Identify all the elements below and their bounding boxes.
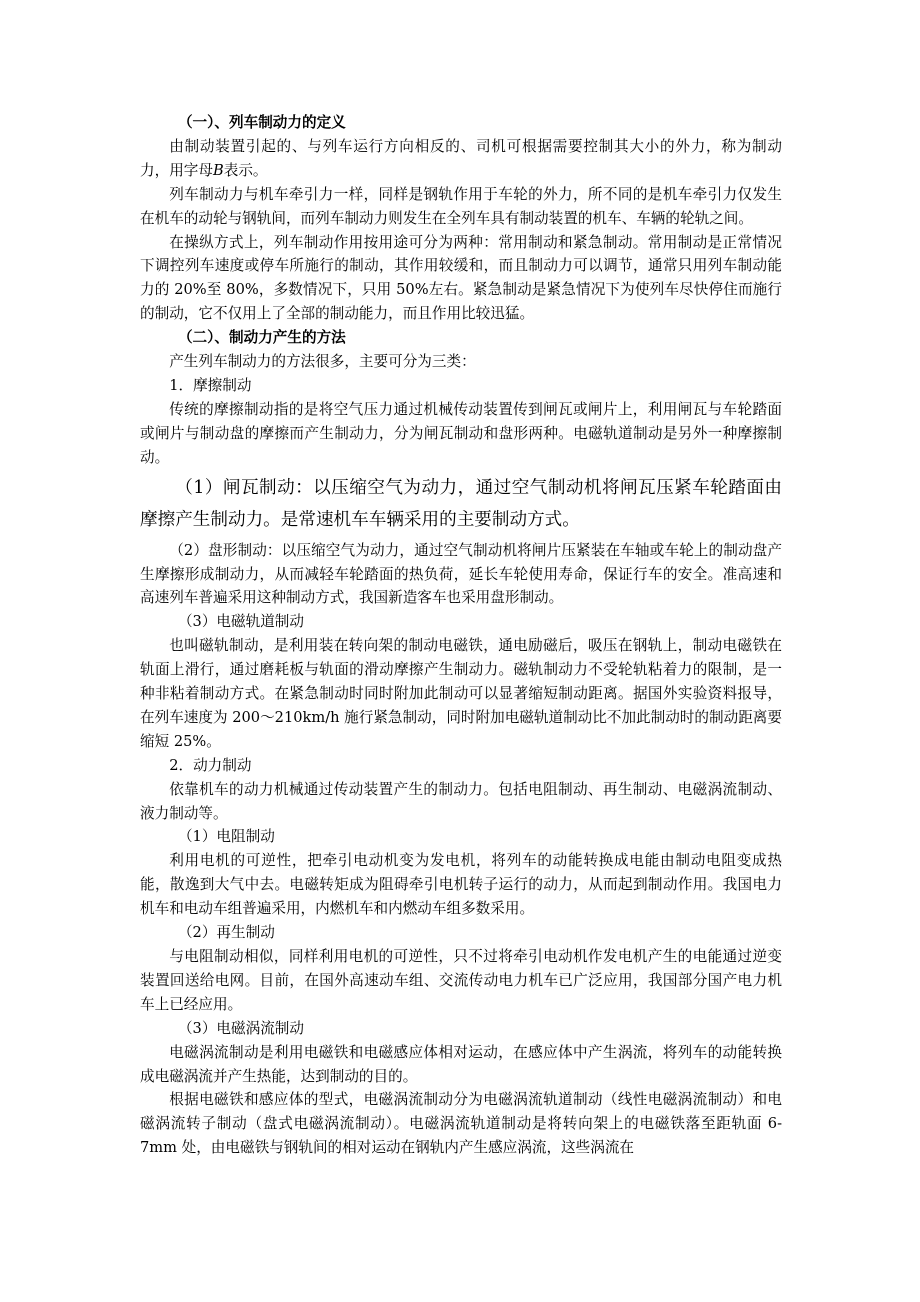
paragraph-friction-desc: 传统的摩擦制动指的是将空气压力通过机械传动装置传到闸瓦或闸片上，利用闸瓦与车轮踏面或闸片与制动盘的摩擦而产生制动力，分为闸瓦制动和盘形两种。电磁轨道制动是另外一种摩擦制动。: [140, 400, 782, 466]
paragraph-resistance-braking: 利用电机的可逆性，把牵引电动机变为发电机，将列车的动能转换成电能由制动电阻变成热能，散逸到大气中去。电磁转矩成为阻碍牵引电机转子运行的动力，从而起到制动作用。我国电力机车和电动车组普遍采用，内燃机车和内燃动车组多数采用。: [140, 852, 782, 918]
paragraph-eddy-types: 根据电磁铁和感应体的型式，电磁涡流制动分为电磁涡流轨道制动（线性电磁涡流制动）和电磁涡流转子制动（盘式电磁涡流制动）。电磁涡流轨道制动是将转向架上的电磁铁落至距轨面 6-7mm 处，由电磁铁与钢轨间的相对运动在钢轨内产生感应涡流，这些涡流在: [140, 1091, 782, 1157]
paragraph-disc-braking: （2）盘形制动：以压缩空气为动力，通过空气制动机将闸片压紧装在车轴或车轮上的制动盘产生摩擦形成制动力，从而减轻车轮踏面的热负荷，延长车轮使用寿命，保证行车的安全。准高速和高速列车普遍采用这种制动方式，我国新造客车也采用盘形制动。: [140, 541, 782, 607]
symbol-b: B: [212, 161, 224, 179]
paragraph-dynamic-desc: 依靠机车的动力机械通过传动装置产生的制动力。包括电阻制动、再生制动、电磁涡流制动、液力制动等。: [140, 780, 782, 822]
section-heading-methods: （二）、制动力产生的方法: [177, 329, 346, 347]
definition-text-a: 由制动装置引起的、与列车运行方向相反的、司机可根据需要控制其大小的外力，称为制动力，用字母: [140, 137, 782, 179]
heading-resistance-braking: （1）电阻制动: [177, 828, 275, 846]
paragraph-shoe-braking: （1）闸瓦制动：以压缩空气为动力，通过空气制动机将闸瓦压紧车轮踏面由摩擦产生制动力。是常速机车车辆采用的主要制动方式。: [140, 477, 782, 530]
paragraph-operation-modes: 在操纵方式上，列车制动作用按用途可分为两种：常用制动和紧急制动。常用制动是正常情况下调控列车速度或停车所施行的制动，其作用较缓和，而且制动力可以调节，通常只用列车制动能力的 20%至 80%，多数情况下，只用 50%左右。紧急制动是紧急情况下为使列车尽快停住而施行的制动，它不仅用上了全部的制动能力，而且作用比较迅猛。: [140, 233, 782, 323]
heading-track-braking: （3）电磁轨道制动: [177, 613, 304, 631]
document-body: [140, 111, 782, 1160]
heading-regenerative-braking: （2）再生制动: [177, 924, 275, 942]
paragraph-methods-intro: 产生列车制动力的方法很多，主要可分为三类：: [169, 353, 476, 371]
heading-dynamic-braking: 2．动力制动: [169, 756, 252, 774]
heading-friction-braking: 1．摩擦制动: [169, 376, 252, 394]
paragraph-eddy-braking: 电磁涡流制动是利用电磁铁和电磁感应体相对运动，在感应体中产生涡流，将列车的动能转换成电磁涡流并产生热能，达到制动的目的。: [140, 1043, 782, 1085]
definition-text-b: 表示。: [223, 161, 268, 179]
paragraph-regenerative-braking: 与电阻制动相似，同样利用电机的可逆性，只不过将牵引电动机作发电机产生的电能通过逆变装置回送给电网。目前，在国外高速动车组、交流传动电力机车已广泛应用，我国部分国产电力机车上已经应用。: [140, 948, 782, 1013]
heading-eddy-braking: （3）电磁涡流制动: [177, 1019, 304, 1037]
section-heading-definition: （一）、列车制动力的定义: [177, 114, 346, 131]
paragraph-track-braking: 也叫磁轨制动，是利用装在转向架的制动电磁铁，通电励磁后，吸压在钢轨上，制动电磁铁在轨面上滑行，通过磨耗板与轨面的滑动摩擦产生制动力。磁轨制动力不受轮轨粘着力的限制，是一种非粘着制动方式。在紧急制动时同时附加此制动可以显著缩短制动距离。据国外实验资料报导，在列车速度为 200～210km/h 施行紧急制动，同时附加电磁轨道制动比不加此制动时的制动距离要缩短 25%。: [140, 637, 782, 750]
paragraph-comparison: 列车制动力与机车牵引力一样，同样是钢轨作用于车轮的外力，所不同的是机车牵引力仅发生在机车的动轮与钢轨间，而列车制动力则发生在全列车具有制动装置的机车、车辆的轮轨之间。: [140, 185, 782, 227]
paragraph-definition: [140, 135, 782, 183]
